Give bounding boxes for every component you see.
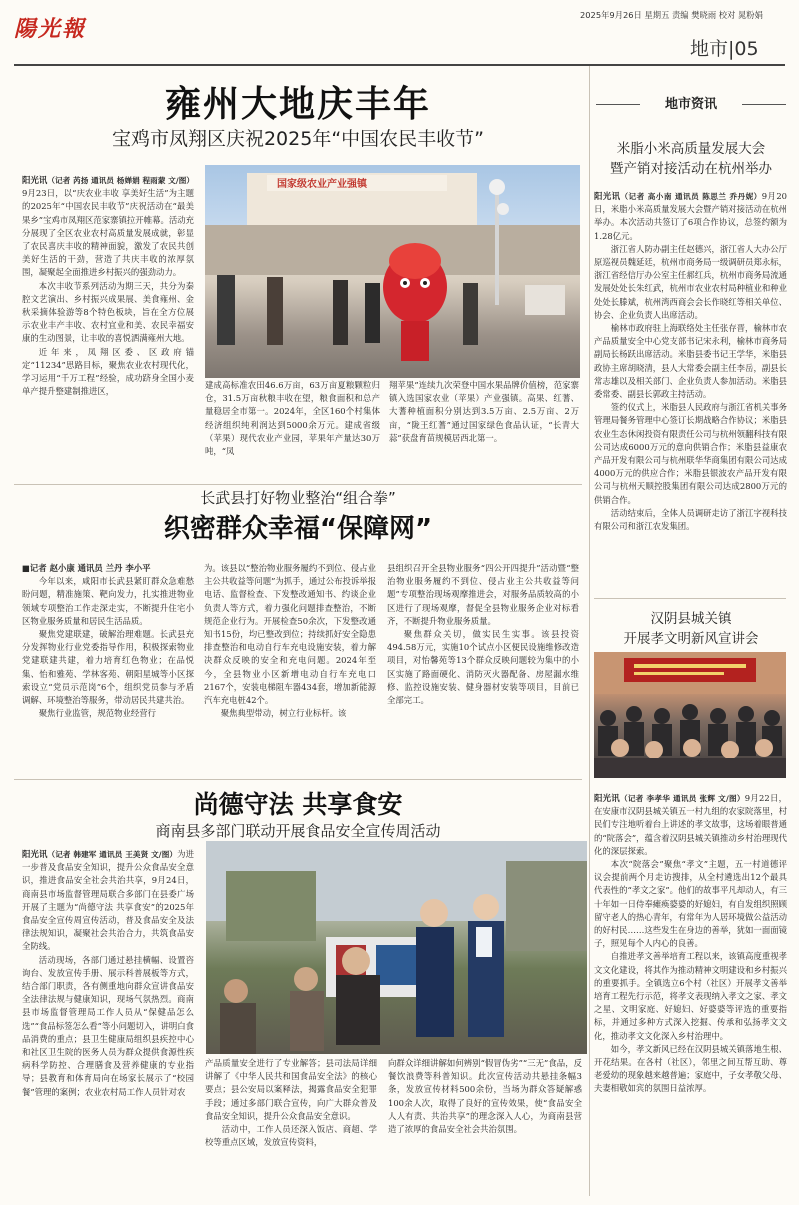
brief1-p5: 活动结束后，全体人员调研走访了浙江字视科技有限公司和浙江农发集团。 <box>594 507 787 532</box>
story1-lead: 9月23日，以“庆农业丰收 享美好生活”为主题的2025年“中国农民丰收节”庆祝活动在“最美果乡”宝鸡市凤翔区范家寨镇拉开帷幕。活动充分展现了全区农业农村高质量发展成就，彰显了农民喜庆丰收的精神面貌，激发了农民共创美好生活的干劲，营造了共庆丰收的浓厚氛围，凝聚起全面推进乡村振兴的强劲动力。 <box>22 188 194 278</box>
brief1-p4: 签约仪式上，米脂县人民政府与浙江省机关事务管理局餐务管理中心签订长期战略合作协议；米脂县农业生态休闲投资有限责任公司与杭州领翻科技有限公司达成6000万元的意向供销合作；米脂县益康农产品开发有限公司与杭州联华华商集团有限公司达成4000万元的供应合作；米脂县银波农产品开发有限公司与杭州天顺控股集团有限公司达成2800万元的供销合作。 <box>594 402 787 505</box>
photo-banner-text: 国家级农业产业强镇 <box>277 179 367 190</box>
brief2-p3: 自推进孝文善举培育工程以来，该镇高度重视孝文文化建设，将其作为推动精神文明建设和乡村振兴的重要抓手。全镇选立6个村（社区）开展孝文善举培育工程先行示范，将孝文表现纳入孝文之家、孝文之星、文明家庭、好媳妇、好婆婆等评选的重要指标，并通过多种方式深入挖掘、传承和弘扬孝文文化，推动孝文文化深入乡村治理中。 <box>594 951 787 1041</box>
brief2-p4: 如今，孝文新风已经在汉阴县城关镇落地生根、开花结果。在各村（社区），邻里之间互帮互助、尊老爱幼的现象越来越普遍；家庭中，子女孝敬父母、夫妻相敬如宾的氛围日益浓厚。 <box>594 1043 787 1094</box>
story3-byline: 阳光讯 <box>22 849 48 859</box>
brief1-headline-line1: 米脂小米高质量发展大会 <box>616 141 766 157</box>
story3-column-1 <box>22 848 194 1198</box>
story1-subhead: 宝鸡市凤翔区庆祝2025年“中国农民丰收节” <box>111 128 485 150</box>
story3-column-3 <box>388 1057 582 1197</box>
brief2-credit: （记者 李孝华 通讯员 张辉 文/图） <box>619 794 745 803</box>
story1-p3-end: 翔苹果”连续九次荣登中国水果品牌价值榜，范家寨镇入选国家农业（苹果）产业强镇。高果、红蓍、大蓍种植面积分别达到3.5万亩、2.5万亩、2万亩，“陇王红蓍”通过国家绿色食品认证，“长青大蒜”获盘育苗规模居西北第一。 <box>389 380 579 443</box>
story2-byline: ■记者 赵小康 通讯员 兰丹 李小平 <box>22 563 151 573</box>
story2-p2: 聚焦党建联建，破解治理难题。长武县充分发挥物业行业党委指导作用，积极探索物业党建联建共建，着力培育红色物业；在品悦集、怡和雅苑、学林客苑、朝阳星城等小区探索设立“党员示范岗”6个，组织党员参与矛盾调解、环境整治等服务，带动居民共建共治。 <box>22 629 194 706</box>
story2-col3-text: 县组织召开全县物业服务“四公开四提升”活动暨“整治物业服务履约不到位、侵占业主公共收益等问题”专项整治现场观摩推进会，对服务品质较高的小区进行了现场观摩，督促全县物业服务企业对标看齐，不断提升物业服务质量。 <box>387 563 579 626</box>
story2-column-3 <box>387 562 579 755</box>
story2-column-2 <box>204 562 376 755</box>
section-divider-1 <box>14 484 582 485</box>
story1-column-3 <box>389 379 579 479</box>
story1-p3: 近年来，凤翔区委、区政府锚定“11234”思路目标，聚焦农业农村现代化，学习运用“千万工程”经验，成功跻身全国小麦单产提升整建制推进区， <box>22 346 194 397</box>
brief1-credit: （记者 高小南 通讯员 陈思兰 乔丹妮） <box>620 192 762 201</box>
newspaper-logo: 陽光報 <box>14 16 87 42</box>
story3-p2: 活动现场，各部门通过悬挂横幅、设置咨询台、发放宣传手册、展示科普展板等方式，结合部门职责，各有侧重地向群众宣讲食品安全法律法规与健康知识，现场气氛热烈。商南县市场监督管理局工作人员从“保健品怎么选”“食品标签怎么看”等小问题切入，讲明白食品消费的重点；县卫生健康局组织县疾控中心和社区卫生院的医务人员为群众提供食源性疾病科学防控、合理膳食及营养健康的专业指导；县教育和体育局向在场家长展示了“校园餐”管理的案例；农业农村局工作人员针对农 <box>22 954 194 1097</box>
story3-credit: （记者 韩建军 通讯员 王美贤 文/图） <box>47 850 178 859</box>
story3-col3-text: 向群众详细讲解如何辨别“假冒伪劣”“三无”食品，反餐饮浪费等科普知识。此次宣传活动共悬挂条幅3条，发放宣传材料500余份，当场为群众答疑解惑100余人次，取得了良好的宣传效果，使“食品安全人人有责、共治共享”的理念深入人心，为商南县营造了浓厚的食品安全社会共治氛围。 <box>388 1058 582 1135</box>
story1-p3-continued: 建成高标准农田46.6万亩，63万亩夏粮颗粒归仓，31.5万亩秋粮丰收在望，粮食面积和总产量稳居全市第一。2024年，全区160个村集体经济组织纯利润达到5000余万元。建成省级（苹果）现代农业产业园，苹果年产量达30万吨，“凤 <box>205 380 380 457</box>
issue-info: 2025年9月26日 星期五 责编 樊晓雨 校对 晁粉娟 <box>580 10 763 20</box>
brief1-p2: 浙江省人防办副主任赵德兴，浙江省人大办公厅原巡视员魏延廷，杭州市商务局一级调研员郑永标，浙江省经信厅办公室主任郝红兵，杭州市商务局流通发展处处长朱红武，杭州市农业农村局种植业和种业处处长滕斌，杭州湾西商会会长作晓红等相关单位、协会、企业负责人出席活动。 <box>594 243 787 320</box>
story3-column-2 <box>205 1057 377 1197</box>
story1-byline: 阳光讯 <box>22 175 48 185</box>
story3-headline: 尚德守法 共享食安 <box>193 790 403 819</box>
food-safety-photo <box>206 841 587 1054</box>
story3-col2-text: 产品质量安全进行了专业解答；县司法局详细讲解了《中华人民共和国食品安全法》的核心要点；县公安局以案释法，揭露食品安全犯罪手段；通过多部门联合宣传，向广大群众普及食品安全知识，提升公众食品安全意识。 <box>205 1058 377 1121</box>
story1-column-1 <box>22 174 194 480</box>
brief1-byline: 阳光讯 <box>594 191 621 201</box>
story2-col2-text: 为。该县以“整治物业服务履约不到位、侵占业主公共收益等问题”为抓手，通过公布投诉举报电话、监督检查、下发整改通知书、约谈企业负责人等方式，着力强化问题排查整治，不断规范企业行为。开展检查50余次，下发整改通知书15份，均已整改到位；持续抓好安全隐患排查整治和电动自行车充电设施安装，着力解决群众反映的安全和充电问题。2024年至今，全县物业小区新增电动自行车充电口2167个，安装电梯阻车器434套，增加新能源汽车充电桩42个。 <box>204 563 376 706</box>
story1-headline: 雍州大地庆丰年 <box>164 84 431 125</box>
story2-column-1 <box>22 562 194 755</box>
story3-subhead: 商南县多部门联动开展食品安全宣传周活动 <box>155 822 441 840</box>
sidebar-divider <box>589 66 590 1196</box>
story2-headline: 织密群众幸福“保障网” <box>163 514 433 544</box>
brief1-body <box>594 190 787 586</box>
brief1-lead: 9月20日，米脂小米高质量发展大会暨产销对接活动在杭州举办。本次活动共签订了6项合作协议，总签约额为1.28亿元。 <box>594 191 787 241</box>
story2-p3: 聚焦行业监管，规范物业经营行 <box>38 708 157 719</box>
brief2-body <box>594 792 787 1198</box>
sidebar-heading: 地市资讯 <box>640 94 742 116</box>
masthead-rule <box>14 64 785 66</box>
brief2-byline: 阳光讯 <box>594 793 620 803</box>
section-divider-2 <box>14 779 582 780</box>
brief2-p2: 本次“院落会”聚焦“孝文”主题，五一村道德评议会提前两个月走访搜排，从全村遴选出12个最具代表性的“孝文之家”。他们的故事平凡却动人，有三十年如一日侍奉瘫痪婆婆的好媳妇，有自发组织照顾留守老人的热心青年，有常年为人居环境做公益活动的好村民……这些发生在身边的善举，犹如一面面镜子，照见每个人内心的良善。 <box>594 859 787 949</box>
section-label: 地市|05 <box>690 38 759 60</box>
story2-col2b-text: 聚焦典型带动，树立行业标杆。该 <box>220 708 347 719</box>
brief2-headline-line2: 开展孝文明新风宣讲会 <box>623 631 759 647</box>
story2-kicker: 长武县打好物业整治“组合拳” <box>200 489 396 507</box>
story3-col2b-text: 活动中，工作人员还深入饭店、商超、学校等重点区域，发放宣传资料， <box>205 1124 377 1148</box>
story1-p2: 本次丰收节系列活动为期三天，共分为秦腔文艺演出、乡村振兴成果展、美食雍州、金秋采摘体验游等8个特色板块，旨在全方位展示农业丰产丰收、农村宜业和美、农民幸福安康的生动图景，让丰收的喜悦洒满雍州大地。 <box>22 280 194 344</box>
village-meeting-photo <box>594 652 786 778</box>
story2-p1: 今年以来，咸阳市长武县紧盯群众急难愁盼问题，精准施策、靶向发力，扎实推进物业领域专项整治工作走深走实，不断提升住宅小区物业服务质量和居民生活品质。 <box>22 576 194 626</box>
story1-column-2 <box>205 379 380 479</box>
harvest-festival-photo <box>205 165 580 378</box>
sidebar-divider-1 <box>594 598 786 599</box>
brief2-lead: 9月22日，在安康市汉阴县城关镇五一村九组的农家院落里，村民们专注地听着台上讲述的孝文故事，这场着眼普通的“院落会”，蕴含着汉阴县城关镇推动乡村治理现代化的深层探索。 <box>594 793 787 856</box>
story3-lead: 为进一步普及食品安全知识，提升公众食品安全意识，推进食品安全社会共治共享，9月24日，商南县市场监督管理局联合多部门在县委广场开展了主题为“尚德守法 共享食安”的2025年食品安全宣传周宣传活动，普及食品安全及法律法规知识，凝聚社会共治合力，共筑食品安全防线。 <box>22 849 194 952</box>
brief2-headline-line1: 汉阴县城关镇 <box>650 611 732 627</box>
story2-col3b-text: 聚焦群众关切，做实民生实事。该县投资494.58万元，实施10个试点小区便民设施维修改造项目，对怡馨苑等13个群众反映问题较为集中的小区实施了路面硬化、消防灭火器配备、房屋漏水维修、监控设施安装、健身器材安装等项目，目前已全部完工。 <box>387 629 579 706</box>
brief1-p3: 榆林市政府驻上海联络处主任张存晋，榆林市农产品质量安全中心党支部书记宋永利，榆林市商务局副局长杨跃出席活动。米脂县委书记王学华，米脂县政协主席胡晓清，县人大常委会副主任李岳，副县长常志雄以及相关部门、企业负责人参加活动。米脂县委常委、副县长郭政主持活动。 <box>594 323 787 400</box>
brief1-headline-line2: 暨产销对接活动在杭州举办 <box>610 161 772 177</box>
story1-credit: （记者 芮扬 通讯员 杨婵娟 程雨蒙 文/图） <box>47 176 194 185</box>
